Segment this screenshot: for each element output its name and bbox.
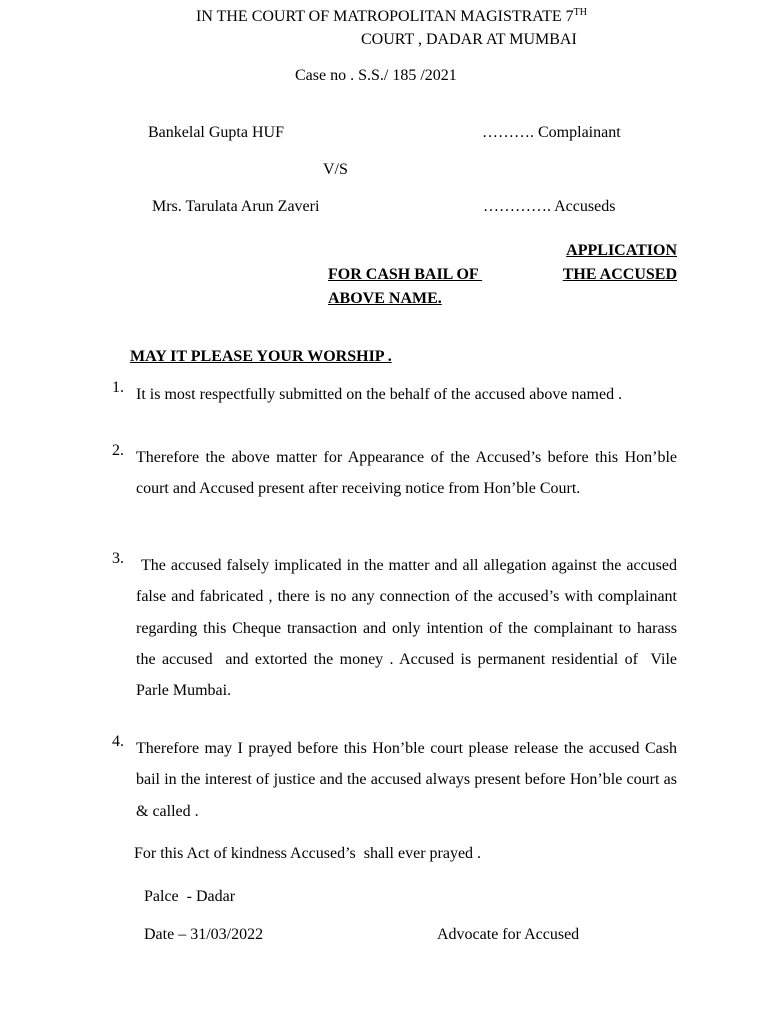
court-heading-line1: IN THE COURT OF MATROPOLITAN MAGISTRATE 7TH [196,7,587,25]
list-item [112,550,685,706]
list-number: 4. [112,733,124,750]
accused-role: …………. Accuseds [483,198,616,215]
application-title-part3: THE ACCUSED [562,266,677,283]
list-item [112,733,677,827]
list-number: 3. [112,550,124,567]
list-number: 2. [112,442,124,459]
versus-label: V/S [323,161,348,178]
paragraph-text: The accused falsely implicated in the matter and all allegation against the accused false and fabricated , there is no any connection of the accused’s with complainant regarding this Cheque transaction and only intention of the complainant to harass the accused and extorted the money . Accused is permanent residential of Vile Parle Mumbai. [136,557,685,700]
list-number: 1. [112,379,124,396]
accused-name: Mrs. Tarulata Arun Zaveri [152,198,320,215]
date-line: Date – 31/03/2022 [144,926,264,943]
application-title-part4: ABOVE NAME. [328,290,442,307]
application-title-part1: APPLICATION [566,242,677,259]
advocate-signatory: Advocate for Accused [437,926,580,943]
salutation: MAY IT PLEASE YOUR WORSHIP . [130,348,392,365]
closing-prayer: For this Act of kindness Accused’s shall ever prayed . [134,845,482,862]
list-item [112,379,677,410]
application-title-part2: FOR CASH BAIL OF [328,266,483,283]
list-item [112,442,677,505]
paragraph-text: It is most respectfully submitted on the behalf of the accused above named . [136,386,623,403]
paragraph-text: Therefore may I prayed before this Hon’ble court please release the accused Cash bail in the interest of justice and the accused always present before Hon’ble court as & called . [136,740,677,820]
paragraph-text: Therefore the above matter for Appearance of the Accused’s before this Hon’ble court and Accused present after receiving notice from Hon’ble Court. [136,449,677,498]
complainant-name: Bankelal Gupta HUF [148,124,284,141]
court-heading-superscript: TH [573,7,587,18]
case-number: Case no . S.S./ 185 /2021 [295,67,457,84]
court-heading-line2: COURT , DADAR AT MUMBAI [361,31,577,48]
place-line: Palce - Dadar [144,888,236,905]
complainant-role: ………. Complainant [482,124,621,141]
